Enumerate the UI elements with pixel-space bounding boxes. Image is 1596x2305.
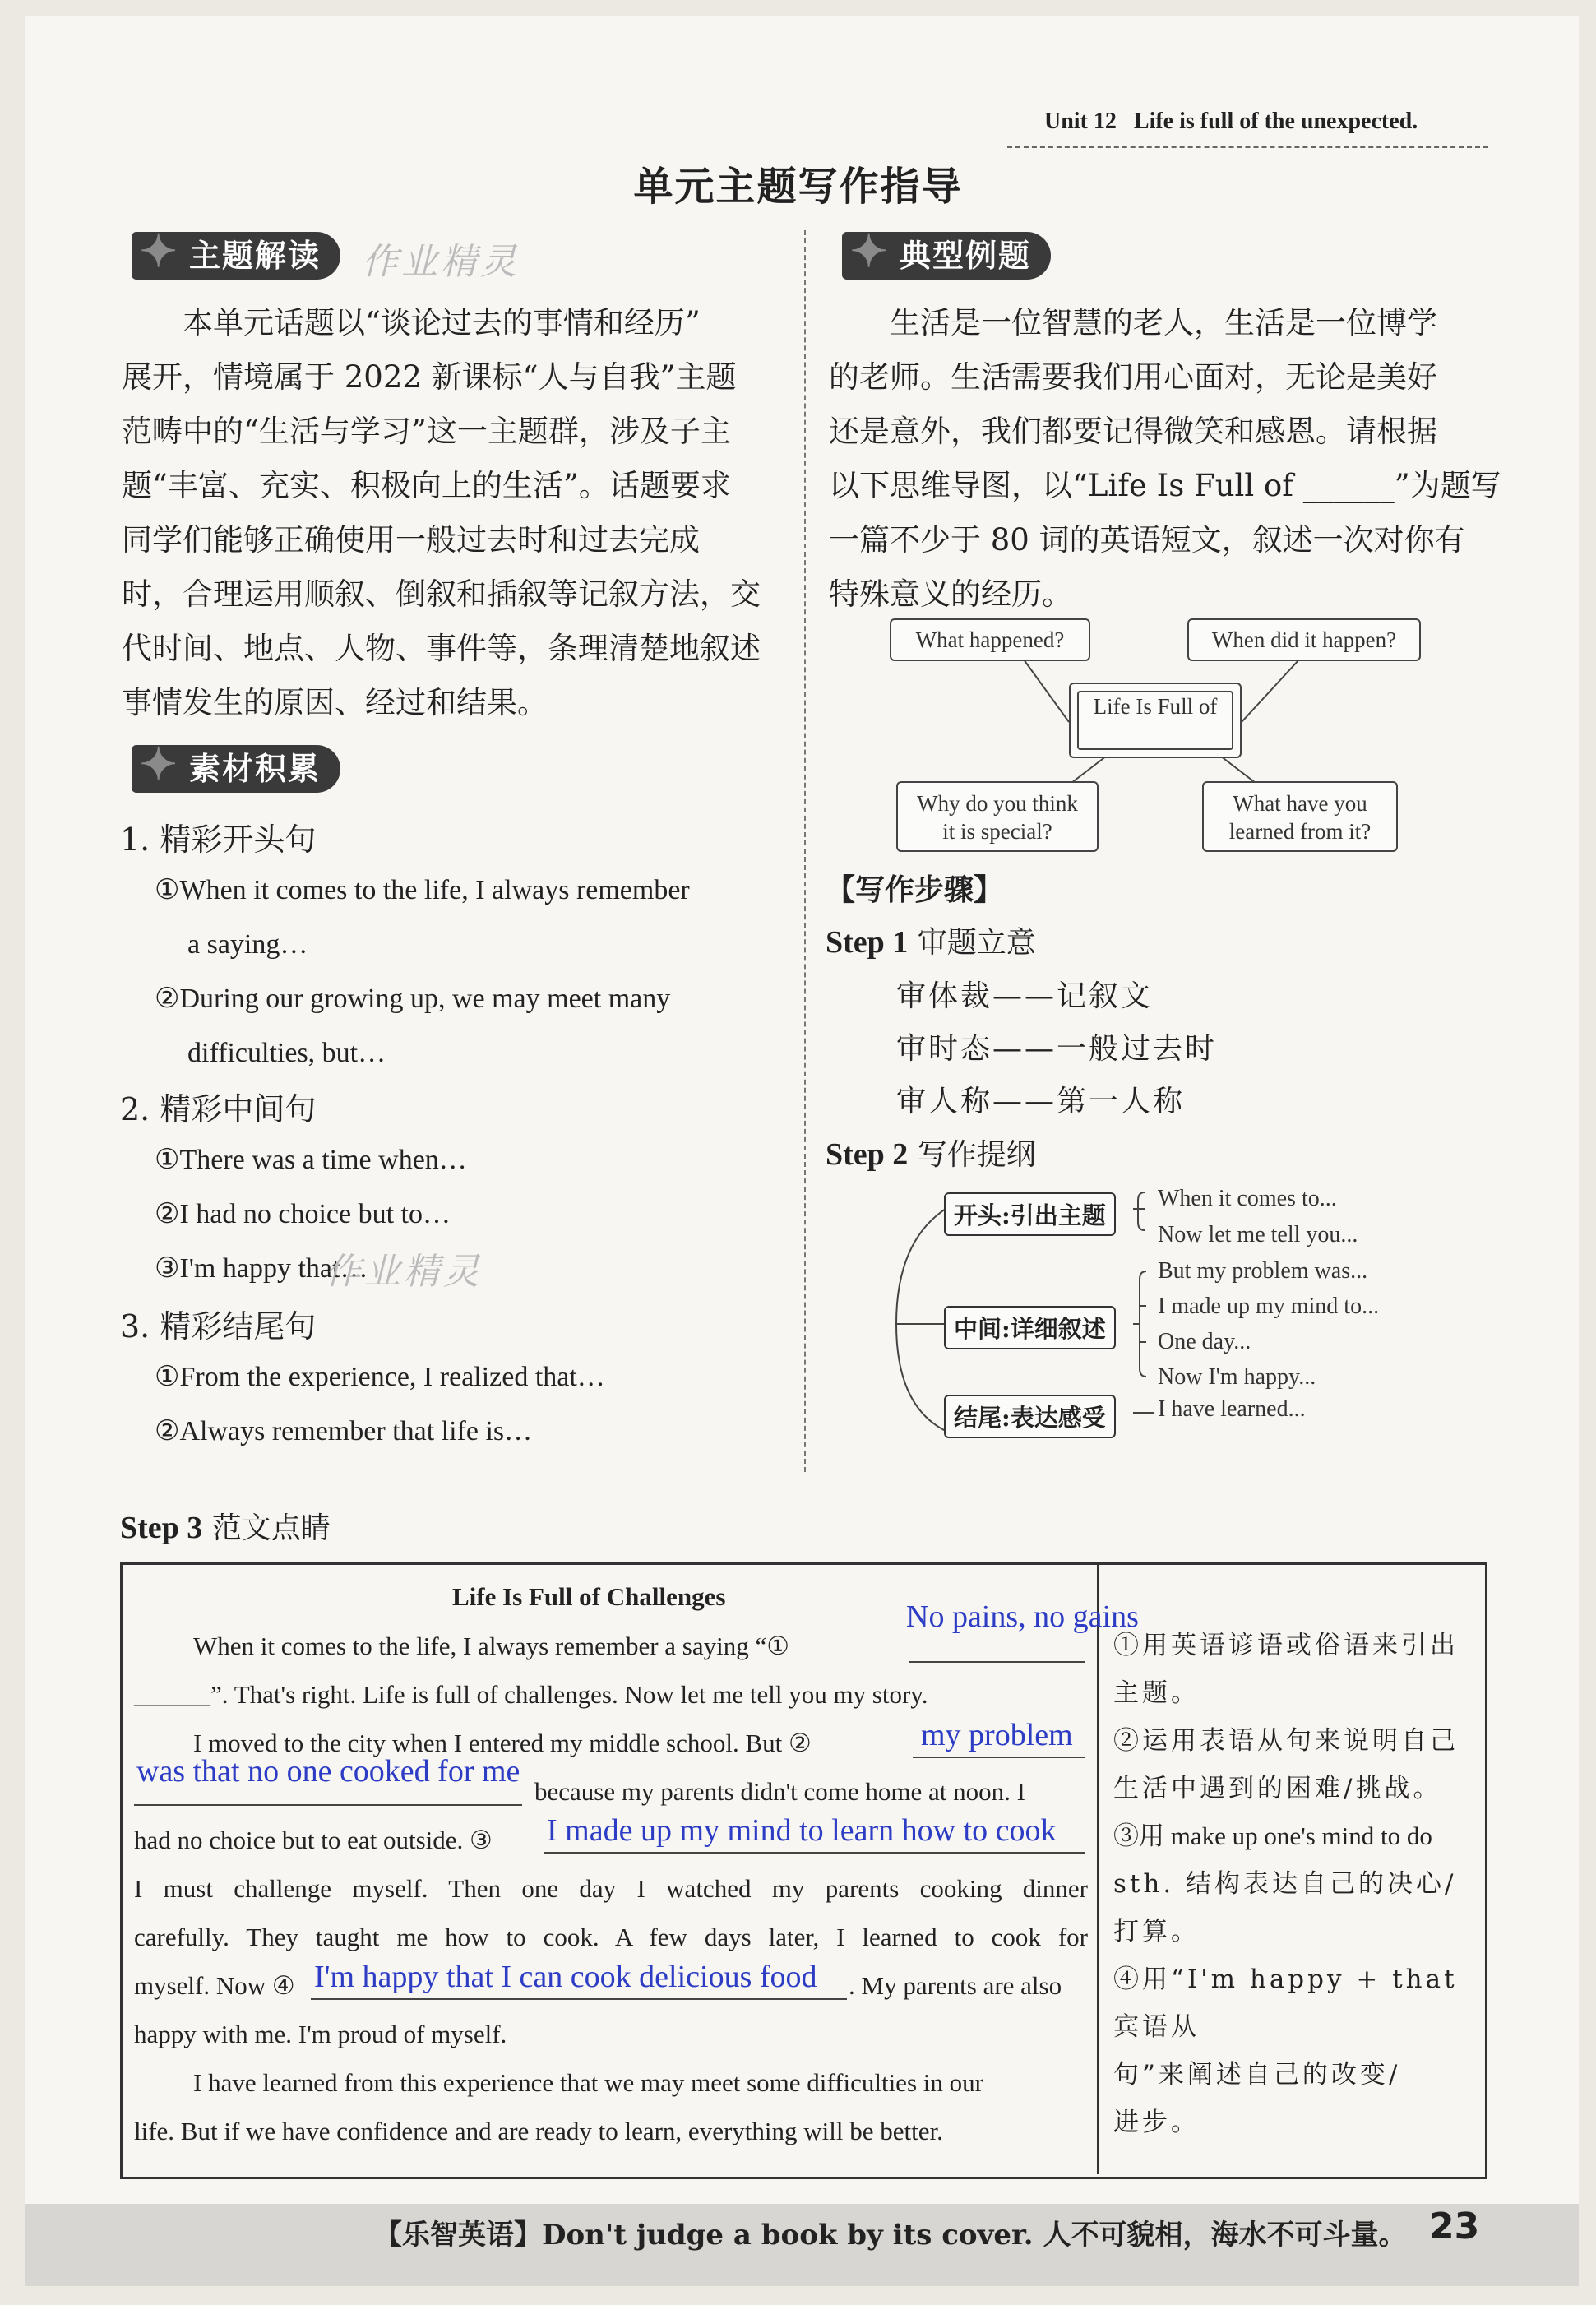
list-item: difficulties, but…: [187, 1038, 386, 1068]
handwritten-answer-2a: my problem: [921, 1718, 1073, 1752]
outline-middle-items: [1158, 1253, 1379, 1395]
list-item: Now let me tell you...: [1158, 1222, 1358, 1247]
essay-notes: [1113, 1622, 1475, 2146]
section-heading: 1. 精彩开头句: [120, 822, 317, 858]
theme-intro: [122, 296, 779, 730]
intro-line: 同学们能够正确使用一般过去时和过去完成: [122, 522, 700, 558]
ending-sentences: [155, 1350, 779, 1459]
blank-line: [544, 1852, 1085, 1854]
step1-heading: Step 1 审题立意: [826, 925, 1036, 960]
section-heading: 2. 精彩中间句: [120, 1091, 317, 1127]
header-divider: [1007, 146, 1488, 148]
star-icon: ✦: [140, 224, 179, 277]
essay-line: because my parents didn't come home at noon. I: [534, 1777, 1025, 1806]
mindmap-node-why: Why do you think it is special?: [896, 781, 1099, 852]
mindmap-node-what: What happened?: [890, 618, 1090, 661]
mindmap-node-learned: What have you learned from it?: [1202, 781, 1398, 852]
prompt-line: 的老师。生活需要我们用心面对，无论是美好: [829, 359, 1437, 395]
step3-heading: Step 3 范文点睛: [120, 1511, 331, 1545]
list-item: 审时态——一般过去时: [896, 1032, 1218, 1066]
list-item: When it comes to...: [1158, 1186, 1337, 1211]
page-number: 23: [1429, 2205, 1480, 2247]
list-item: ①There was a time when…: [155, 1145, 467, 1175]
intro-line: 题“丰富、充实、积极向上的生活”。话题要求: [122, 468, 731, 503]
essay-line: When it comes to the life, I always remember a saying “①: [193, 1632, 790, 1660]
outline-ending-items: I have learned...: [1158, 1396, 1306, 1422]
mindmap-node-when: When did it happen?: [1187, 618, 1421, 661]
star-icon: ✦: [850, 224, 890, 277]
essay-line: I must challenge myself. Then one day I watched my parents cooking dinner: [134, 1874, 1088, 1903]
prompt-line: 还是意外，我们都要记得微笑和感恩。请根据: [829, 414, 1437, 449]
essay-line: life. But if we have confidence and are ready to learn, everything will be better.: [134, 2117, 943, 2145]
list-item: 审人称——第一人称: [896, 1085, 1186, 1118]
essay-divider: [1097, 1562, 1099, 2174]
essay-line: I moved to the city when I entered my middle school. But ②: [193, 1729, 812, 1757]
blank-line: [909, 1661, 1085, 1663]
blank-line: [311, 1998, 847, 2000]
outline-ending: 结尾:表达感受: [944, 1395, 1116, 1438]
list-item: ②Always remember that life is…: [155, 1416, 533, 1446]
list-item: ①From the experience, I realized that…: [155, 1362, 605, 1392]
step1-list: [896, 970, 1217, 1128]
note-line: ②运用表语从句来说明自己: [1113, 1726, 1459, 1756]
note-line: 主题。: [1113, 1678, 1200, 1708]
intro-line: 本单元话题以“谈论过去的事情和经历”: [183, 305, 701, 340]
intro-line: 范畴中的“生活与学习”这一主题群，涉及子主: [122, 414, 731, 449]
blank-line: [913, 1757, 1085, 1758]
essay-line: I have learned from this experience that we may meet some difficulties in our: [193, 2068, 983, 2097]
outline-middle: 中间:详细叙述: [944, 1306, 1116, 1349]
prompt-line: 一篇不少于 80 词的英语短文，叙述一次对你有: [829, 522, 1465, 558]
note-line: 打算。: [1113, 1917, 1200, 1946]
list-item: ①When it comes to the life, I always remember: [155, 875, 690, 905]
note-line: ③用 make up one's mind to do: [1113, 1821, 1432, 1850]
note-line: sth. 结构表达自己的决心/: [1113, 1869, 1457, 1899]
section-heading: 3. 精彩结尾句: [120, 1308, 317, 1345]
intro-line: 事情发生的原因、经过和结果。: [122, 685, 548, 720]
intro-line: 代时间、地点、人物、事件等，条理清楚地叙述: [122, 631, 761, 666]
intro-line: 展开，情境属于 2022 新课标“人与自我”主题: [122, 359, 737, 395]
handwritten-answer-1: No pains, no gains: [906, 1599, 1139, 1634]
list-item: One day...: [1158, 1329, 1251, 1354]
note-line: 进步。: [1113, 2108, 1200, 2137]
list-item: I made up my mind to...: [1158, 1294, 1380, 1319]
example-prompt: [829, 296, 1503, 622]
essay-line: happy with me. I'm proud of myself.: [134, 2020, 507, 2048]
steps-heading: 【写作步骤】: [826, 872, 1004, 907]
essay-line: myself. Now ④: [134, 1971, 295, 2000]
banner-example: ✦ 典型例题: [842, 232, 1051, 280]
essay-title: Life Is Full of Challenges: [452, 1582, 726, 1611]
handwritten-answer-3: I made up my mind to learn how to cook: [547, 1813, 1057, 1848]
list-item: a saying…: [187, 929, 308, 960]
step2-heading: Step 2 写作提纲: [826, 1137, 1036, 1172]
star-icon: ✦: [140, 738, 179, 790]
essay-line: had no choice but to eat outside. ③: [134, 1826, 493, 1854]
page-title: 单元主题写作指导: [633, 164, 963, 210]
note-line: ①用英语谚语或俗语来引出: [1113, 1631, 1459, 1660]
outline-opening-items: [1158, 1181, 1358, 1253]
outline-opening: 开头:引出主题: [944, 1192, 1116, 1236]
column-divider: [804, 230, 806, 1472]
essay-line: ______”. That's right. Life is full of challenges. Now let me tell you my story.: [134, 1680, 928, 1709]
prompt-line: 以下思维导图，以“Life Is Full of ______”为题写: [829, 468, 1501, 503]
list-item: ③I'm happy that…: [155, 1253, 368, 1284]
mindmap-center: Life Is Full of: [1069, 683, 1242, 758]
unit-title: Life is full of the unexpected.: [1133, 109, 1418, 134]
handwritten-answer-2b: was that no one cooked for me: [136, 1754, 520, 1789]
footer-proverb: 【乐智英语】Don't judge a book by its cover. 人不可貌相，海水不可斗量。: [374, 2219, 1407, 2252]
prompt-line: 特殊意义的经历。: [829, 576, 1072, 612]
unit-number: Unit 12: [1044, 109, 1117, 134]
note-line: 生活中遇到的困难/挑战。: [1113, 1774, 1442, 1803]
watermark: 作业精灵: [362, 241, 520, 283]
blank-line: [134, 1804, 522, 1806]
list-item: But my problem was...: [1158, 1258, 1368, 1284]
intro-line: 时，合理运用顺叙、倒叙和插叙等记叙方法，交: [122, 576, 761, 612]
list-item: 审体裁——记叙文: [896, 979, 1154, 1013]
list-item: Now I'm happy...: [1158, 1364, 1316, 1390]
list-item: ②During our growing up, we may meet many: [155, 984, 671, 1014]
unit-header: [1044, 109, 1418, 135]
note-line: 句”来阐述自己的改变/: [1113, 2060, 1401, 2090]
watermark: 作业精灵: [325, 1251, 483, 1293]
essay-line: carefully. They taught me how to cook. A few days later, I learned to cook for: [134, 1923, 1088, 1951]
prompt-line: 生活是一位智慧的老人，生活是一位博学: [890, 305, 1437, 340]
list-item: ②I had no choice but to…: [155, 1199, 451, 1229]
banner-material: ✦ 素材积累: [132, 745, 340, 793]
handwritten-answer-4: I'm happy that I can cook delicious food: [314, 1960, 817, 1994]
essay-line: . My parents are also: [849, 1971, 1062, 2000]
opening-sentences: [155, 863, 779, 1081]
note-line: ④用“I'm happy + that 宾语从: [1113, 1965, 1458, 2042]
banner-theme: ✦ 主题解读: [132, 232, 340, 280]
